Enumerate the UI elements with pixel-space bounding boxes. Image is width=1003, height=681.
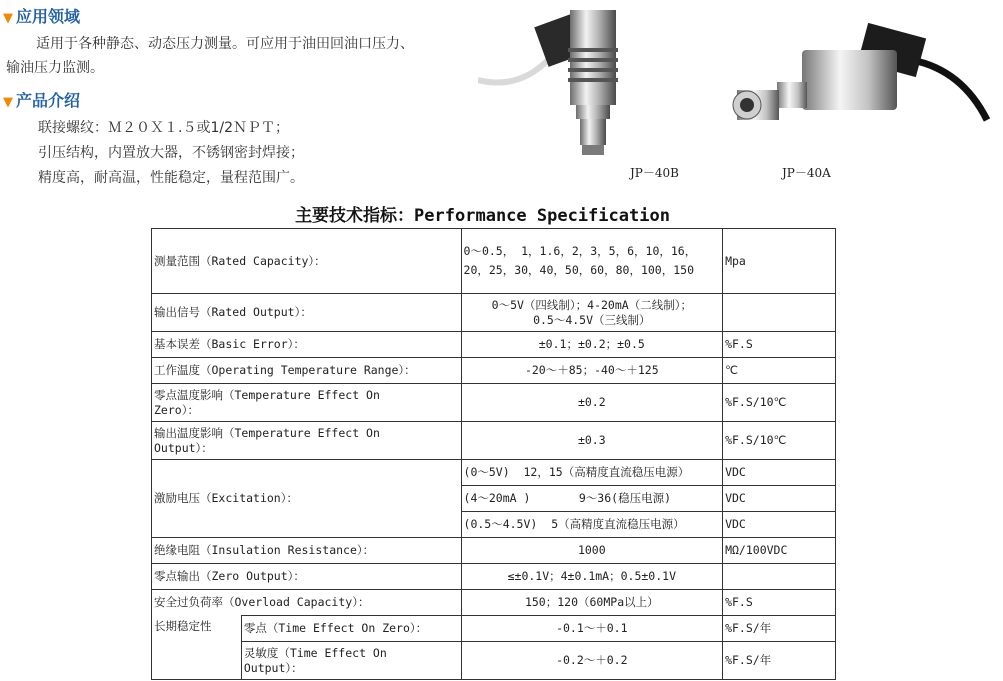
table-row (152, 384, 836, 422)
rated-output-unit (723, 294, 836, 332)
temp-zero-unit: %F.S/10℃ (723, 384, 836, 422)
table-row (152, 642, 836, 680)
triangle-bullet-icon: ▼ (3, 11, 13, 26)
excitation-range-3: (0.5～4.5V) (463, 517, 538, 531)
insulation-label: 绝缘电阻（Insulation Resistance）： (152, 538, 462, 564)
temp-output-label-line1: 输出温度影响（Temperature Effect On (154, 425, 380, 440)
zero-output-label: 零点输出（Zero Output）： (152, 564, 462, 590)
section-title-application (3, 4, 80, 27)
long-term-label: 长期稳定性 (152, 616, 242, 680)
excitation-sub-2 (461, 486, 723, 512)
intro-line-3: 精度高，耐高温，性能稳定，量程范围广。 (38, 170, 304, 186)
long-term-sens-label (241, 642, 461, 680)
excitation-sub-3 (461, 512, 723, 538)
temp-output-label (152, 422, 462, 460)
excitation-label: 激励电压（Excitation）： (152, 460, 462, 538)
temp-output-unit: %F.S/10℃ (723, 422, 836, 460)
temp-zero-label-line2: Zero）： (154, 402, 199, 417)
temp-zero-label (152, 384, 462, 422)
basic-error-label: 基本误差（Basic Error）： (152, 332, 462, 358)
table-row (152, 564, 836, 590)
long-term-zero-unit: %F.S/年 (723, 616, 836, 642)
zero-output-unit (723, 564, 836, 590)
intro-line-2: 引压结构，内置放大器，不锈钢密封焊接； (38, 145, 304, 161)
zero-output-value: ≤±0.1V；4±0.1mA；0.5±0.1V (461, 564, 723, 590)
temp-zero-value: ±0.2 (461, 384, 723, 422)
long-term-sens-label-line1: 灵敏度（Time Effect On (243, 645, 387, 660)
spec-table-title: 主要技术指标：Performance Specification (295, 206, 670, 226)
overload-label: 安全过负荷率（Overload Capacity）： (152, 590, 462, 616)
spec-table (151, 228, 836, 680)
section-title-product-intro (3, 88, 80, 111)
caption-jp40b: JP－40B (630, 166, 679, 180)
section-title-text: 产品介绍 (16, 91, 81, 110)
excitation-range-1: (0～5V) (463, 465, 510, 479)
excitation-value-3: 5（高精度直流稳压电源） (551, 517, 685, 531)
table-row (152, 538, 836, 564)
temp-output-value: ±0.3 (461, 422, 723, 460)
long-term-zero-value: -0.1～＋0.1 (461, 616, 723, 642)
excitation-unit-2: VDC (723, 486, 836, 512)
insulation-value: 1000 (461, 538, 723, 564)
long-term-sens-unit: %F.S/年 (723, 642, 836, 680)
basic-error-value: ±0.1；±0.2；±0.5 (461, 332, 723, 358)
temp-output-label-line2: Output）： (154, 440, 213, 455)
caption-jp40a: JP－40A (782, 166, 831, 180)
intro-line-1: 联接螺纹：Ｍ２０Ｘ１.５或1/2ＮＰＴ； (38, 120, 289, 136)
rated-capacity-value (461, 229, 723, 294)
insulation-unit: MΩ/100VDC (723, 538, 836, 564)
basic-error-unit: %F.S (723, 332, 836, 358)
table-row (152, 358, 836, 384)
overload-value: 150；120（60MPa以上） (461, 590, 723, 616)
triangle-bullet-icon: ▼ (3, 95, 13, 110)
table-row (152, 332, 836, 358)
transmitter-jp40a-image (722, 20, 992, 160)
long-term-zero-label: 零点（Time Effect On Zero）： (241, 616, 461, 642)
application-line-1: 适用于各种静态、动态压力测量。可应用于油田回油口压力、 (36, 36, 414, 52)
table-row (152, 616, 836, 642)
excitation-value-1: 12，15（高精度直流稳压电源） (523, 465, 690, 479)
table-row (152, 460, 836, 486)
temp-range-unit: ℃ (723, 358, 836, 384)
table-row (152, 294, 836, 332)
excitation-unit-3: VDC (723, 512, 836, 538)
rated-output-value (461, 294, 723, 332)
temp-range-value: -20～＋85；-40～＋125 (461, 358, 723, 384)
excitation-sub-1 (461, 460, 723, 486)
rated-capacity-unit: Mpa (723, 229, 836, 294)
rated-output-label: 输出信号（Rated Output）： (152, 294, 462, 332)
excitation-value-2: 9～36(稳压电源) (578, 491, 671, 505)
table-row (152, 422, 836, 460)
temp-zero-label-line1: 零点温度影响（Temperature Effect On (154, 387, 380, 402)
long-term-sens-label-line2: Output）： (243, 660, 303, 675)
long-term-sens-value: -0.2～＋0.2 (461, 642, 723, 680)
rated-output-value-line1: 0～5V（四线制）；4-20mA（二线制）； (491, 297, 692, 312)
table-row (152, 229, 836, 294)
excitation-unit-1: VDC (723, 460, 836, 486)
rated-output-value-line2: 0.5～4.5V（三线制） (533, 312, 651, 327)
excitation-range-2: (4～20mA ) (463, 491, 531, 505)
transmitter-jp40b-image (478, 0, 718, 160)
temp-range-label: 工作温度（Operating Temperature Range）： (152, 358, 462, 384)
overload-unit: %F.S (723, 590, 836, 616)
section-title-text: 应用领域 (16, 7, 81, 26)
rated-capacity-value-line2: 20，25，30，40，50，60，80，100，150 (463, 263, 694, 277)
application-line-2: 输油压力监测。 (6, 60, 104, 76)
rated-capacity-label: 测量范围（Rated Capacity）： (152, 229, 462, 294)
rated-capacity-value-line1: 0～0.5， 1，1.6，2，3，5，6，10，16， (463, 244, 697, 258)
table-row (152, 590, 836, 616)
